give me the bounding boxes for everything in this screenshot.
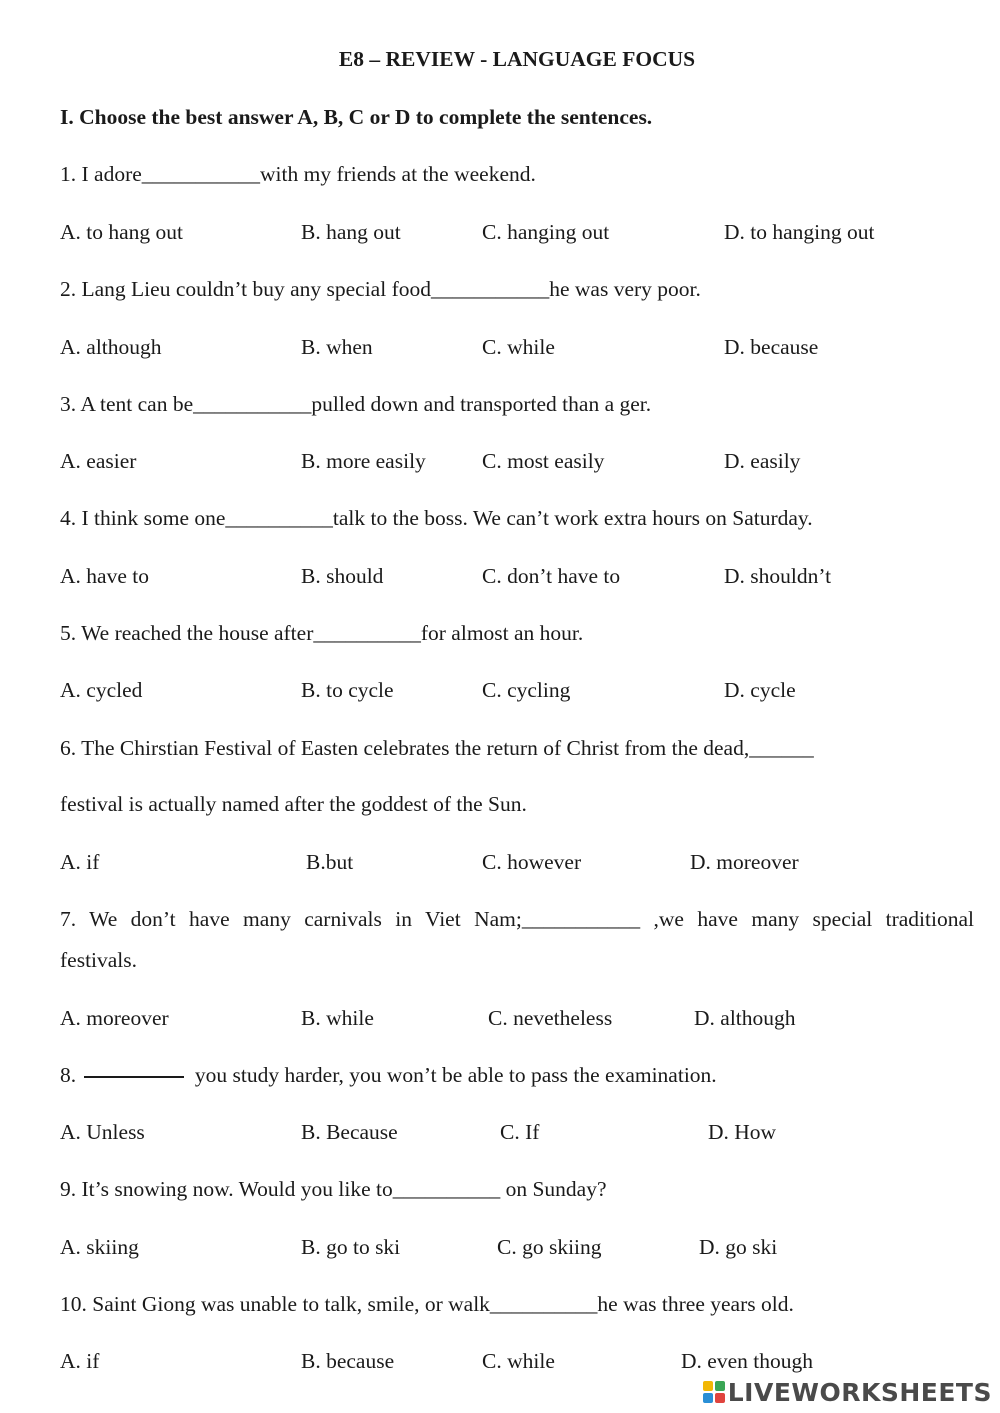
logo-square — [715, 1381, 725, 1391]
option-c[interactable]: C. while — [482, 1349, 555, 1373]
option-a[interactable]: A. to hang out — [60, 220, 184, 244]
question-4: 4. I think some one__________talk to the boss. We can’t work extra hours on Saturday. — [60, 506, 813, 530]
option-d[interactable]: D. easily — [724, 449, 801, 473]
liveworksheets-logo-icon — [703, 1381, 725, 1403]
section-heading: I. Choose the best answer A, B, C or D to complete the sentences. — [60, 105, 653, 129]
liveworksheets-watermark[interactable] — [703, 1377, 992, 1407]
question-1: 1. I adore___________with my friends at the weekend. — [60, 162, 536, 186]
option-d[interactable]: D. because — [724, 335, 819, 359]
option-b[interactable]: B. more easily — [301, 449, 426, 473]
option-b[interactable]: B. to cycle — [301, 678, 394, 702]
question-7: 7. We don’t have many carnivals in Viet Nam;___________ ,we have many special traditional — [60, 907, 974, 931]
option-a[interactable]: A. if — [60, 850, 100, 874]
option-b[interactable]: B. hang out — [301, 220, 401, 244]
answer-blank[interactable] — [84, 1076, 184, 1078]
page-title: E8 – REVIEW - LANGUAGE FOCUS — [338, 47, 696, 71]
option-d[interactable]: D. moreover — [690, 850, 799, 874]
option-a[interactable]: A. although — [60, 335, 162, 359]
option-a[interactable]: A. if — [60, 1349, 100, 1373]
option-d[interactable]: D. How — [708, 1120, 777, 1144]
option-c[interactable]: C. don’t have to — [482, 564, 621, 588]
option-b[interactable]: B. should — [301, 564, 384, 588]
question-text: you study harder, you won’t be able to pass the examination. — [194, 1063, 717, 1087]
option-b[interactable]: B. go to ski — [301, 1235, 401, 1259]
option-b[interactable]: B. when — [301, 335, 373, 359]
option-c[interactable]: C. while — [482, 335, 555, 359]
question-7-continued: festivals. — [60, 948, 138, 972]
question-number: 8. — [60, 1063, 77, 1087]
logo-square — [715, 1393, 725, 1403]
question-10: 10. Saint Giong was unable to talk, smile, or walk__________he was three years old. — [60, 1292, 794, 1316]
question-5: 5. We reached the house after__________for almost an hour. — [60, 621, 584, 645]
question-3: 3. A tent can be___________pulled down and transported than a ger. — [60, 392, 652, 416]
question-9: 9. It’s snowing now. Would you like to__________ on Sunday? — [60, 1177, 607, 1201]
question-8 — [60, 1063, 717, 1088]
question-6: 6. The Chirstian Festival of Easten celebrates the return of Christ from the dead,______ — [60, 736, 814, 760]
option-a[interactable]: A. skiing — [60, 1235, 139, 1259]
logo-square — [703, 1393, 713, 1403]
option-a[interactable]: A. easier — [60, 449, 137, 473]
option-d[interactable]: D. although — [694, 1006, 796, 1030]
watermark-text: LIVEWORKSHEETS — [727, 1377, 992, 1407]
question-6-continued: festival is actually named after the goddest of the Sun. — [60, 792, 527, 816]
option-d[interactable]: D. cycle — [724, 678, 796, 702]
option-c[interactable]: C. hanging out — [482, 220, 610, 244]
option-d[interactable]: D. shouldn’t — [724, 564, 832, 588]
option-a[interactable]: A. cycled — [60, 678, 143, 702]
option-c[interactable]: C. If — [500, 1120, 540, 1144]
option-c[interactable]: C. however — [482, 850, 582, 874]
option-c[interactable]: C. most easily — [482, 449, 605, 473]
option-b[interactable]: B. because — [301, 1349, 395, 1373]
option-c[interactable]: C. nevetheless — [488, 1006, 613, 1030]
logo-square — [703, 1381, 713, 1391]
option-d[interactable]: D. to hanging out — [724, 220, 875, 244]
option-a[interactable]: A. Unless — [60, 1120, 145, 1144]
option-c[interactable]: C. go skiing — [497, 1235, 602, 1259]
question-2: 2. Lang Lieu couldn’t buy any special food___________he was very poor. — [60, 277, 701, 301]
option-b[interactable]: B. while — [301, 1006, 374, 1030]
option-a[interactable]: A. have to — [60, 564, 149, 588]
option-c[interactable]: C. cycling — [482, 678, 571, 702]
option-b[interactable]: B.but — [306, 850, 354, 874]
option-b[interactable]: B. Because — [301, 1120, 398, 1144]
option-a[interactable]: A. moreover — [60, 1006, 169, 1030]
option-d[interactable]: D. go ski — [699, 1235, 778, 1259]
option-d[interactable]: D. even though — [681, 1349, 813, 1373]
